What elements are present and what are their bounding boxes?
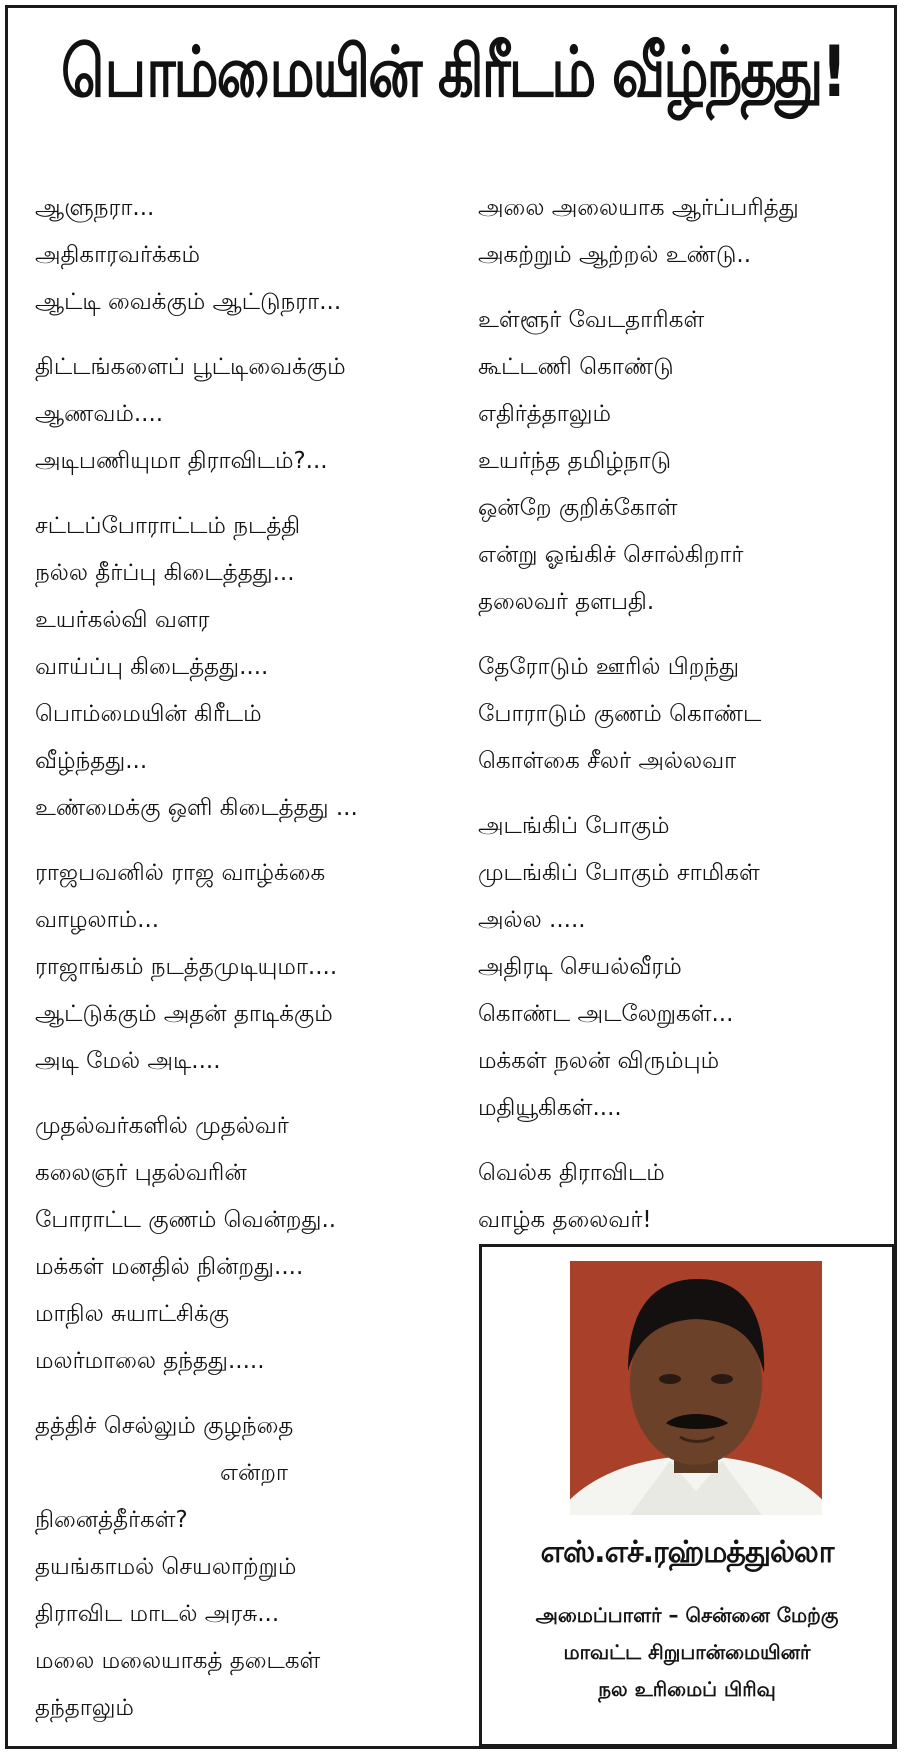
poem-line: உயர்கல்வி வளர	[35, 607, 210, 633]
poem-line: கொள்கை சீலர் அல்லவா	[478, 748, 737, 774]
poem-line: போராட்ட குணம் வென்றது..	[35, 1207, 337, 1233]
poem-line: திராவிட மாடல் அரசு...	[35, 1601, 280, 1627]
poem-line: நல்ல தீர்ப்பு கிடைத்தது...	[35, 560, 295, 586]
poem-line: நினைத்தீர்கள்?	[35, 1507, 188, 1533]
poem-line: கொண்ட அடலேறுகள்...	[478, 1001, 734, 1027]
poem-line: ஆணவம்....	[35, 401, 164, 427]
poem-line: வீழ்ந்தது...	[35, 748, 148, 774]
poem-line: அடங்கிப் போகும்	[478, 813, 670, 839]
poem-line: தலைவர் தளபதி.	[478, 589, 655, 615]
author-name: எஸ்.எச்.ரஹ்மத்துல்லா	[540, 1535, 834, 1570]
author-role-line: நல உரிமைப் பிரிவு	[598, 1677, 776, 1701]
author-role-line: மாவட்ட சிறுபான்மையினர்	[563, 1640, 811, 1664]
stanza	[478, 297, 888, 626]
poem-line: முதல்வர்களில் முதல்வர்	[35, 1113, 289, 1139]
stanza	[478, 1150, 888, 1244]
poem-line: கூட்டணி கொண்டு	[478, 354, 674, 380]
poem-line: அகற்றும் ஆற்றல் உண்டு..	[478, 242, 752, 268]
stanza	[35, 850, 455, 1085]
poem-line: மக்கள் மனதில் நின்றது....	[35, 1254, 304, 1280]
poem-right-column	[478, 185, 888, 1262]
poem-line: வாய்ப்பு கிடைத்தது....	[35, 654, 269, 680]
poem-line: வாழ்க தலைவர்!	[478, 1207, 652, 1233]
poem-line: ராஜபவனில் ராஜ வாழ்க்கை	[35, 860, 326, 886]
poem-line: மலர்மாலை தந்தது.....	[35, 1348, 265, 1374]
poem-line: தயங்காமல் செயலாற்றும்	[35, 1554, 297, 1580]
poem-line: உயர்ந்த தமிழ்நாடு	[478, 448, 672, 474]
poem-line: மலை மலையாகத் தடைகள்	[35, 1648, 321, 1674]
author-designation	[482, 1597, 892, 1708]
poem-line: அலை அலையாக ஆர்ப்பரித்து	[478, 195, 799, 221]
poem-line: ராஜாங்கம் நடத்தமுடியுமா....	[35, 954, 338, 980]
poem-line: தந்தாலும்	[35, 1695, 134, 1721]
stanza	[478, 803, 888, 1132]
poem-line: ஆட்டி வைக்கும் ஆட்டுநரா...	[35, 289, 342, 315]
poem-line: மாநில சுயாட்சிக்கு	[35, 1301, 230, 1327]
page-title: பொம்மையின் கிரீடம் வீழ்ந்தது!	[60, 32, 845, 114]
poem-line: சட்டப்போராட்டம் நடத்தி	[35, 513, 301, 539]
poem-line: வெல்க திராவிடம்	[478, 1160, 665, 1186]
author-profile-box	[479, 1244, 895, 1747]
stanza	[35, 344, 455, 485]
poem-left-column	[35, 185, 455, 1750]
poem-line: ஆளுநரா...	[35, 195, 155, 221]
stanza	[35, 185, 455, 326]
poem-line: வாழலாம்...	[35, 907, 160, 933]
stanza	[35, 1103, 455, 1385]
poem-line: தேரோடும் ஊரில் பிறந்து	[478, 654, 740, 680]
poem-line: எதிர்த்தாலும்	[478, 401, 611, 427]
author-role-line: அமைப்பாளர் – சென்னை மேற்கு	[535, 1603, 839, 1627]
stanza	[35, 503, 455, 832]
poem-line: முடங்கிப் போகும் சாமிகள்	[478, 860, 760, 886]
poem-line: அடிபணியுமா திராவிடம்?...	[35, 448, 328, 474]
poem-line: திட்டங்களைப் பூட்டிவைக்கும்	[35, 354, 346, 380]
poem-line: உண்மைக்கு ஒளி கிடைத்தது ...	[35, 795, 358, 821]
poem-line: என்றா	[220, 1460, 288, 1486]
poem-line: ஆட்டுக்கும் அதன் தாடிக்கும்	[35, 1001, 333, 1027]
author-portrait-image	[570, 1261, 822, 1515]
poem-line: ஒன்றே குறிக்கோள்	[478, 495, 678, 521]
poem-line: அல்ல .....	[478, 907, 586, 933]
author-photo	[570, 1261, 822, 1515]
poem-line: மதியூகிகள்....	[478, 1095, 622, 1121]
poem-line: அதிகாரவர்க்கம்	[35, 242, 200, 268]
stanza	[478, 185, 888, 279]
poem-line: என்று ஓங்கிச் சொல்கிறார்	[478, 542, 744, 568]
stanza	[478, 644, 888, 785]
poem-line: தத்திச் செல்லும் குழந்தை	[35, 1413, 294, 1439]
stanza	[35, 1403, 455, 1732]
poem-line: மக்கள் நலன் விரும்பும்	[478, 1048, 720, 1074]
poem-line: கலைஞர் புதல்வரின்	[35, 1160, 247, 1186]
poem-line: அடி மேல் அடி....	[35, 1048, 221, 1074]
poem-line: உள்ளூர் வேடதாரிகள்	[478, 307, 705, 333]
poem-line: போராடும் குணம் கொண்ட	[478, 701, 762, 727]
poem-line: பொம்மையின் கிரீடம்	[35, 701, 262, 727]
poem-line: அதிரடி செயல்வீரம்	[478, 954, 682, 980]
